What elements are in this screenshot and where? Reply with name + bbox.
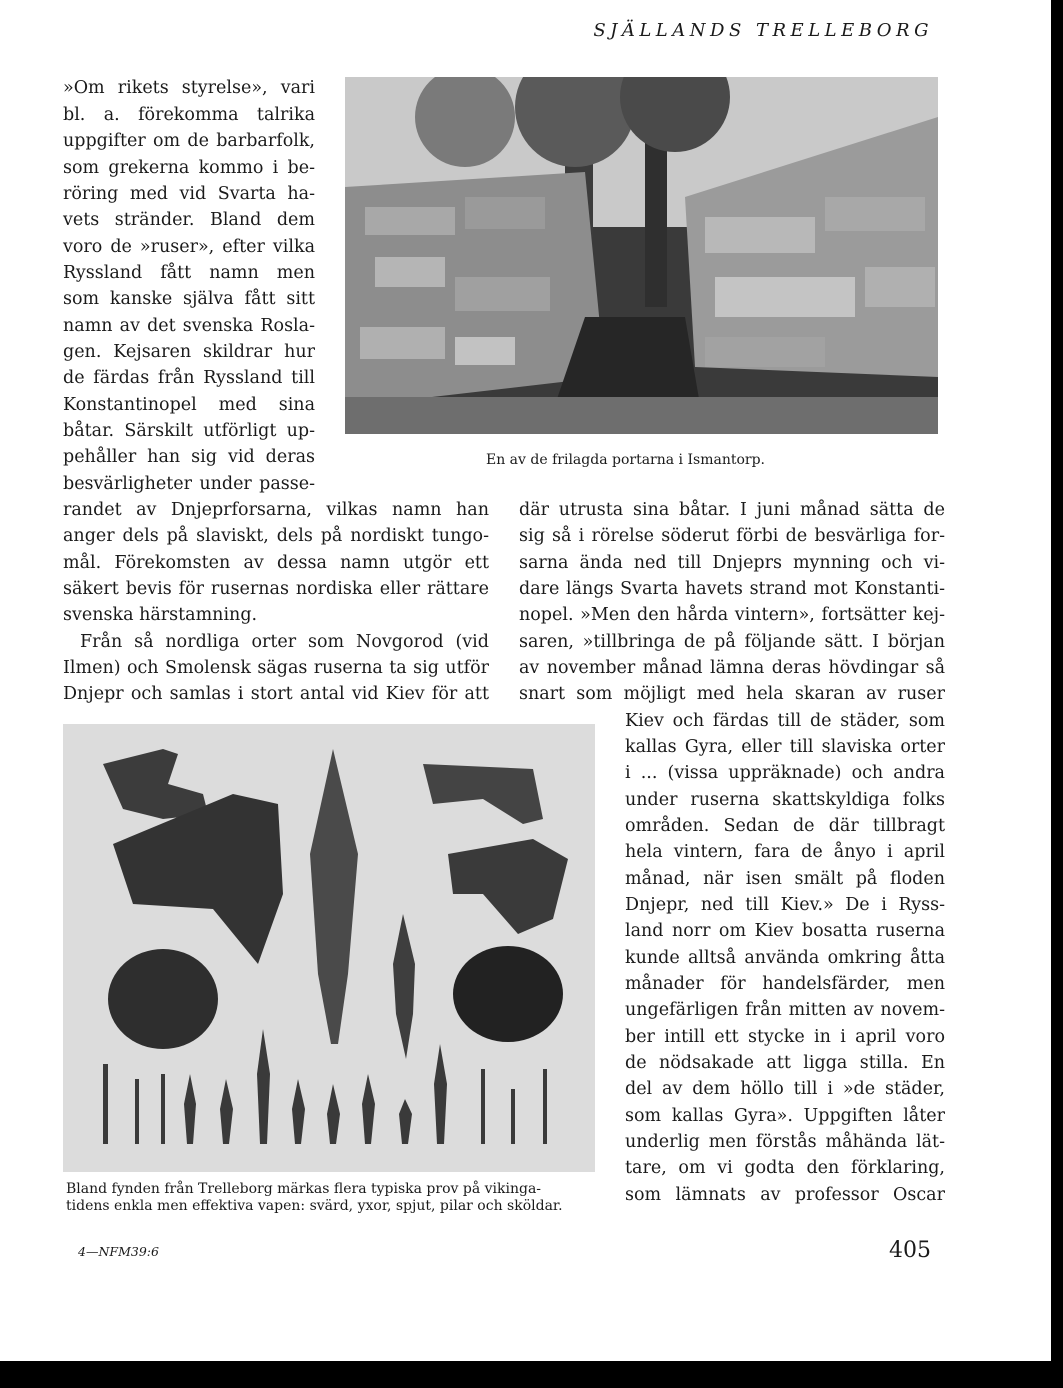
photo-weapons-caption-line-1: Bland fynden från Trelleborg märkas flera typiska prov på vikinga- <box>66 1181 542 1197</box>
text-line: båtar. Särskilt utförligt up- <box>63 421 315 441</box>
text-line: pehåller han sig vid deras <box>63 447 315 467</box>
text-line: i ... (vissa uppräknade) och andra <box>625 763 945 783</box>
text-line: sig så i rörelse söderut förbi de besvärliga for- <box>519 526 945 546</box>
text-line: »Om rikets styrelse», vari <box>63 78 315 98</box>
text-line: röring med vid Svarta ha- <box>63 184 315 204</box>
text-line: land norr om Kiev bosatta ruserna <box>625 921 945 941</box>
gateway-illustration <box>345 77 938 434</box>
text-line: anger dels på slaviskt, dels på nordiskt tungo- <box>63 526 489 546</box>
text-line: nopel. »Men den hårda vintern», fortsätter kej- <box>519 605 945 625</box>
text-line: ber intill ett stycke in i april voro <box>625 1027 945 1047</box>
text-line: månad, när isen smält på floden <box>625 869 945 889</box>
running-head: SJÄLLANDS TRELLEBORG <box>593 20 933 41</box>
text-line: Ryssland fått namn men <box>63 263 315 283</box>
weapons-illustration <box>63 724 595 1172</box>
shield-boss-1 <box>108 949 218 1049</box>
text-line: Från så nordliga orter som Novgorod (vid <box>80 632 489 652</box>
text-line: av november månad lämna deras hövdingar så <box>519 658 945 678</box>
text-line: svenska härstamning. <box>63 605 258 625</box>
text-line: underlig men förstås måhända lät- <box>625 1132 945 1152</box>
text-line: randet av Dnjeprforsarna, vilkas namn han <box>63 500 489 520</box>
text-line: säkert bevis för rusernas nordiska eller rättare <box>63 579 489 599</box>
text-line: områden. Sedan de där tillbragt <box>625 816 945 836</box>
text-line: de färdas från Ryssland till <box>63 368 315 388</box>
text-line: kunde alltså använda omkring åtta <box>625 948 945 968</box>
text-line: Dnjepr, ned till Kiev.» De i Ryss- <box>625 895 945 915</box>
text-line: som kanske själva fått sitt <box>63 289 315 309</box>
text-line: dare längs Svarta havets strand mot Konstanti- <box>519 579 945 599</box>
text-line: ungefärligen från mitten av novem- <box>625 1000 945 1020</box>
text-line: tare, om vi godta den förklaring, <box>625 1158 945 1178</box>
text-line: hela vintern, fara de ånyo i april <box>625 842 945 862</box>
text-line: Kiev och färdas till de städer, som <box>625 711 945 731</box>
text-line: snart som möjligt med hela skaran av ruser <box>519 684 945 704</box>
text-line: mål. Förekomsten av dessa namn utgör ett <box>63 553 489 573</box>
text-line: de nödsakade att ligga stilla. En <box>625 1053 945 1073</box>
shield-boss-2 <box>453 946 563 1042</box>
text-line: under ruserna skattskyldiga folks <box>625 790 945 810</box>
text-line: Konstantinopel med sina <box>63 395 315 415</box>
text-line: besvärligheter under passe- <box>63 474 315 494</box>
page-number: 405 <box>889 1238 931 1263</box>
photo-gateway-caption: En av de frilagda portarna i Ismantorp. <box>486 452 765 468</box>
text-line: namn av det svenska Rosla- <box>63 316 315 336</box>
text-line: månader för handelsfärder, men <box>625 974 945 994</box>
text-line: som grekerna kommo i be- <box>63 158 315 178</box>
text-line: Dnjepr och samlas i stort antal vid Kiev för att <box>63 684 489 704</box>
text-line: uppgifter om de barbarfolk, <box>63 131 315 151</box>
text-line: del av dem höllo till i »de städer, <box>625 1079 945 1099</box>
text-line: voro de »ruser», efter vilka <box>63 237 315 257</box>
text-line: vets stränder. Bland dem <box>63 210 315 230</box>
text-line: bl. a. förekomma talrika <box>63 105 315 125</box>
footer-signature: 4—NFM39:6 <box>78 1244 159 1259</box>
photo-gateway <box>345 77 938 434</box>
photo-weapons <box>63 724 595 1172</box>
text-line: Ilmen) och Smolensk sägas ruserna ta sig utför <box>63 658 489 678</box>
text-line: där utrusta sina båtar. I juni månad sätta de <box>519 500 945 520</box>
text-line: som lämnats av professor Oscar <box>625 1185 945 1205</box>
text-line: saren, »tillbringa de på följande sätt. I början <box>519 632 945 652</box>
text-line: gen. Kejsaren skildrar hur <box>63 342 315 362</box>
photo-weapons-caption-line-2: tidens enkla men effektiva vapen: svärd, yxor, spjut, pilar och sköldar. <box>66 1198 563 1214</box>
text-line: sarna ända ned till Dnjeprs mynning och vi- <box>519 553 945 573</box>
text-line: kallas Gyra, eller till slaviska orter <box>625 737 945 757</box>
text-line: som kallas Gyra». Uppgiften låter <box>625 1106 945 1126</box>
